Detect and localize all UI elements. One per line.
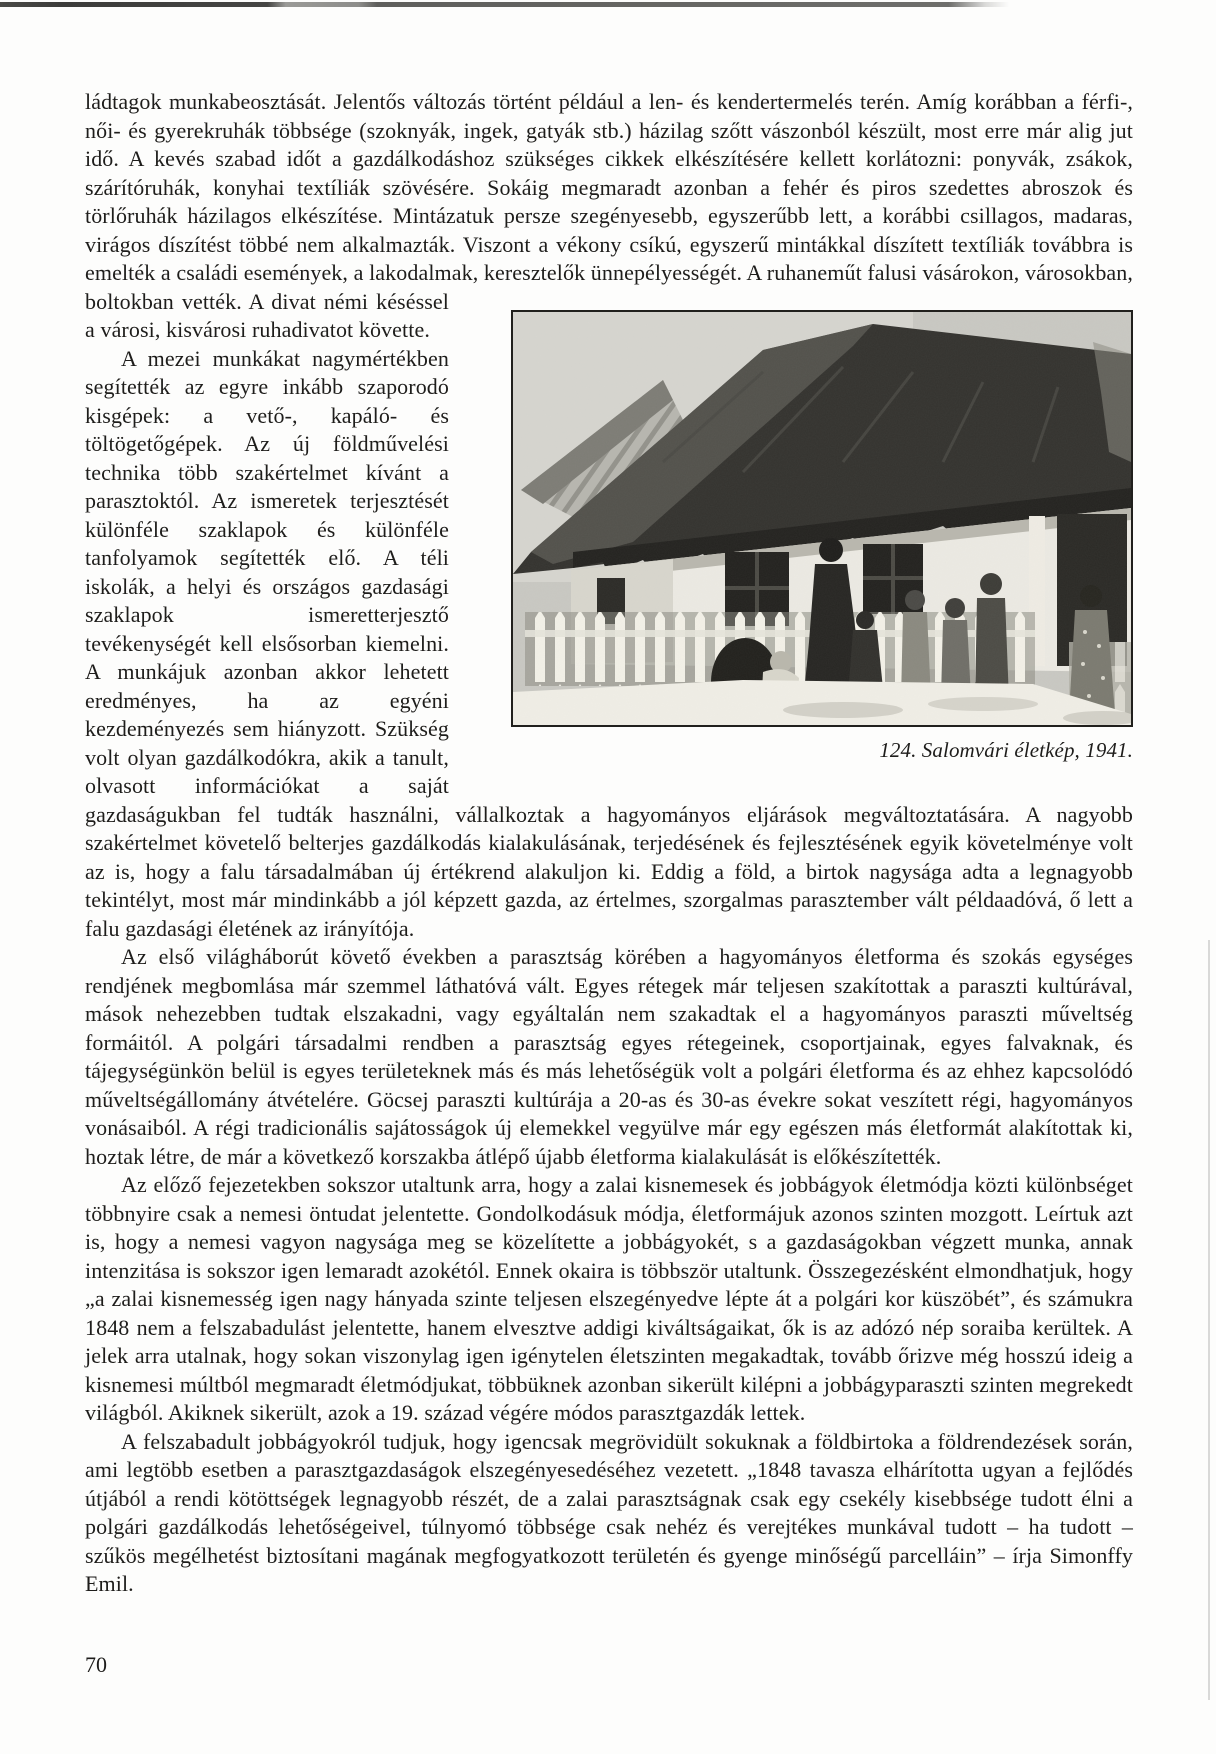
paragraph-4: Az előző fejezetekben sokszor utaltunk arra, hogy a zalai kisnemesek és jobbágyok életmódja közti különbséget többnyire csak a nemesi öntudat jelentette. Gondolkodásuk módja, életformájuk azonos szinten mozgott. Leírtuk azt is, hogy a nemesi vagyon nagysága meg se közelítette a jobbágyokét, s a gazdaságokban végzett munka, annak intenzitása is sokszor igen lemaradt azokétól. Ennek okaira is többször utaltunk. Összegezésként elmondhatjuk, hogy „a zalai kisnemesség igen nagy hányada szinte teljesen elszegényedve lépte át a polgári kor küszöbét”, és számukra 1848 nem a felszabadulást jelentette, hanem elvesztve addigi kiváltságaikat, ők is az adózó nép soraiba kerültek. A jelek arra utalnak, hogy sokan viszonylag igen igénytelen életszinten megakadtak, tovább őrizve még hosszú ideig a kisnemesi múltból megmaradt életmódjukat, többüknek azonban sikerült kilépni a jobbágyparaszti szinten megrekedt világból. Akiknek sikerült, azok a 19. század végére módos parasztgazdák lettek. — [85, 1172, 1133, 1425]
page-top-rule — [0, 2, 1216, 7]
paragraph-1: ládtagok munkabeosztását. Jelentős változás történt például a len- és kendertermelés terén. Amíg korábban a férfi-, női- és gyerekruhák többsége (szoknyák, ingek, gatyák stb.) házilag szőtt vászonból készült, most erre már alig jut idő. A kevés szabad időt a gazdálkodáshoz szükséges cikkek elkészítésére kellett korlátozni: ponyvák, zsákok, szárítóruhák, konyhai textíliák szövésére. Sokáig megmaradt azonban a fehér és piros szedettes abroszok és törlőruhák házilagos elkészítése. Mintázatuk persze szegényesebb, egyszerűbb lett, a korábbi csillagos, madaras, virágos díszítést többé nem alkalmazták. Viszont a vékony csíkú, egyszerű mintákkal díszített textíliák továbbra is emelték a családi események, a lakodalmak, keresztelők ünnepélyességét. A ruhaneműt falusi vásárokon, városokban, boltokban vették. A divat némi késéssel a városi, kisvárosi ruhadivatot követte. — [85, 89, 1133, 342]
photo-grain-overlay — [513, 312, 1131, 725]
page-content — [85, 88, 1133, 1599]
paragraph-2: A mezei munkákat nagymértékben segítették az egyre inkább szaporodó kisgépek: a vető-, kapáló- és töltögetőgépek. Az új földművelési technika több szakértelmet kívánt a parasztoktól. Az ismeretek terjesztését különféle szaklapok és különféle tanfolyamok segítették elő. A téli iskolák, a helyi és országos gazdasági szaklapok ismeretterjesztő tevékenységét kell elsősorban kiemelni. A munkájuk azonban akkor lehetett eredményes, ha az egyéni kezdeményezés sem hiányzott. Szükség volt olyan gazdálkodókra, akik a tanult, olvasott információkat a saját gazdaságukban fel tudták használni, vállalkoztak a hagyományos eljárások megváltoztatására. A nagyobb szakértelmet követelő belterjes gazdálkodás kialakulásának, terjedésének és fejlesztésének egyik követelménye volt az is, hogy a falu társadalmában új értékrend alakuljon ki. Eddig a föld, a birtok nagysága adta a legnagyobb tekintélyt, most már mindinkább a jól képzett gazda, az értelmes, szorgalmas parasztember vált példaadóvá, ő lett a falu gazdasági életének az irányítója. — [85, 345, 1133, 941]
figure-caption: 124. Salomvári életkép, 1941. — [879, 738, 1133, 762]
paragraph-3: Az első világháborút követő években a parasztság körében a hagyományos életforma és szokás egységes rendjének megbomlása már szemmel láthatóvá vált. Egyes rétegek már teljesen szakítottak a paraszti kultúrával, mások nehezebben tudtak elszakadni, vagy egyáltalán nem szakadtak el a hagyományos paraszti műveltség formáitól. A polgári társadalmi rendben a parasztság egyes rétegeinek, csoportjainak, egyes falvaknak, és tájegységünkön belül is egyes területeknek más és más lehetőségük volt a polgári életforma és az ehhez kapcsolódó műveltségállomány átvételére. Göcsej paraszti kultúrája a 20-as és 30-as évekre sokat veszített régi, hagyományos vonásaiból. A régi tradicionális sajátosságok új elemekkel vegyülve már egy egészen más életformát alakítottak ki, hoztak létre, de már a következő korszakba átlépő újabb életforma kialakulását is előkészítették. — [85, 944, 1133, 1169]
page-number: 70 — [85, 1652, 107, 1677]
figure-photo — [511, 310, 1133, 727]
paragraph-5: A felszabadult jobbágyokról tudjuk, hogy igencsak megrövidült sokuknak a földbirtoka a földrendezések során, ami legtöbb esetben a parasztgazdaságok elszegényesedéséhez vezetett. „1848 tavasza elhárította ugyan a fejlődés útjából a rendi kötöttségek legnagyobb részét, de a zalai parasztságnak csak egy csekély kisebbsége tudott élni a polgári gazdálkodás lehetőségeivel, túlnyomó többsége csak nehéz és verejtékes munkával tudott – ha tudott – szűkös megélhetést biztosítani magának megfogyatkozott területén és gyenge minőségű parcelláin” – írja Simonffy Emil. — [85, 1428, 1133, 1596]
figure — [511, 310, 1133, 763]
scan-edge-artifact — [1208, 940, 1210, 1700]
